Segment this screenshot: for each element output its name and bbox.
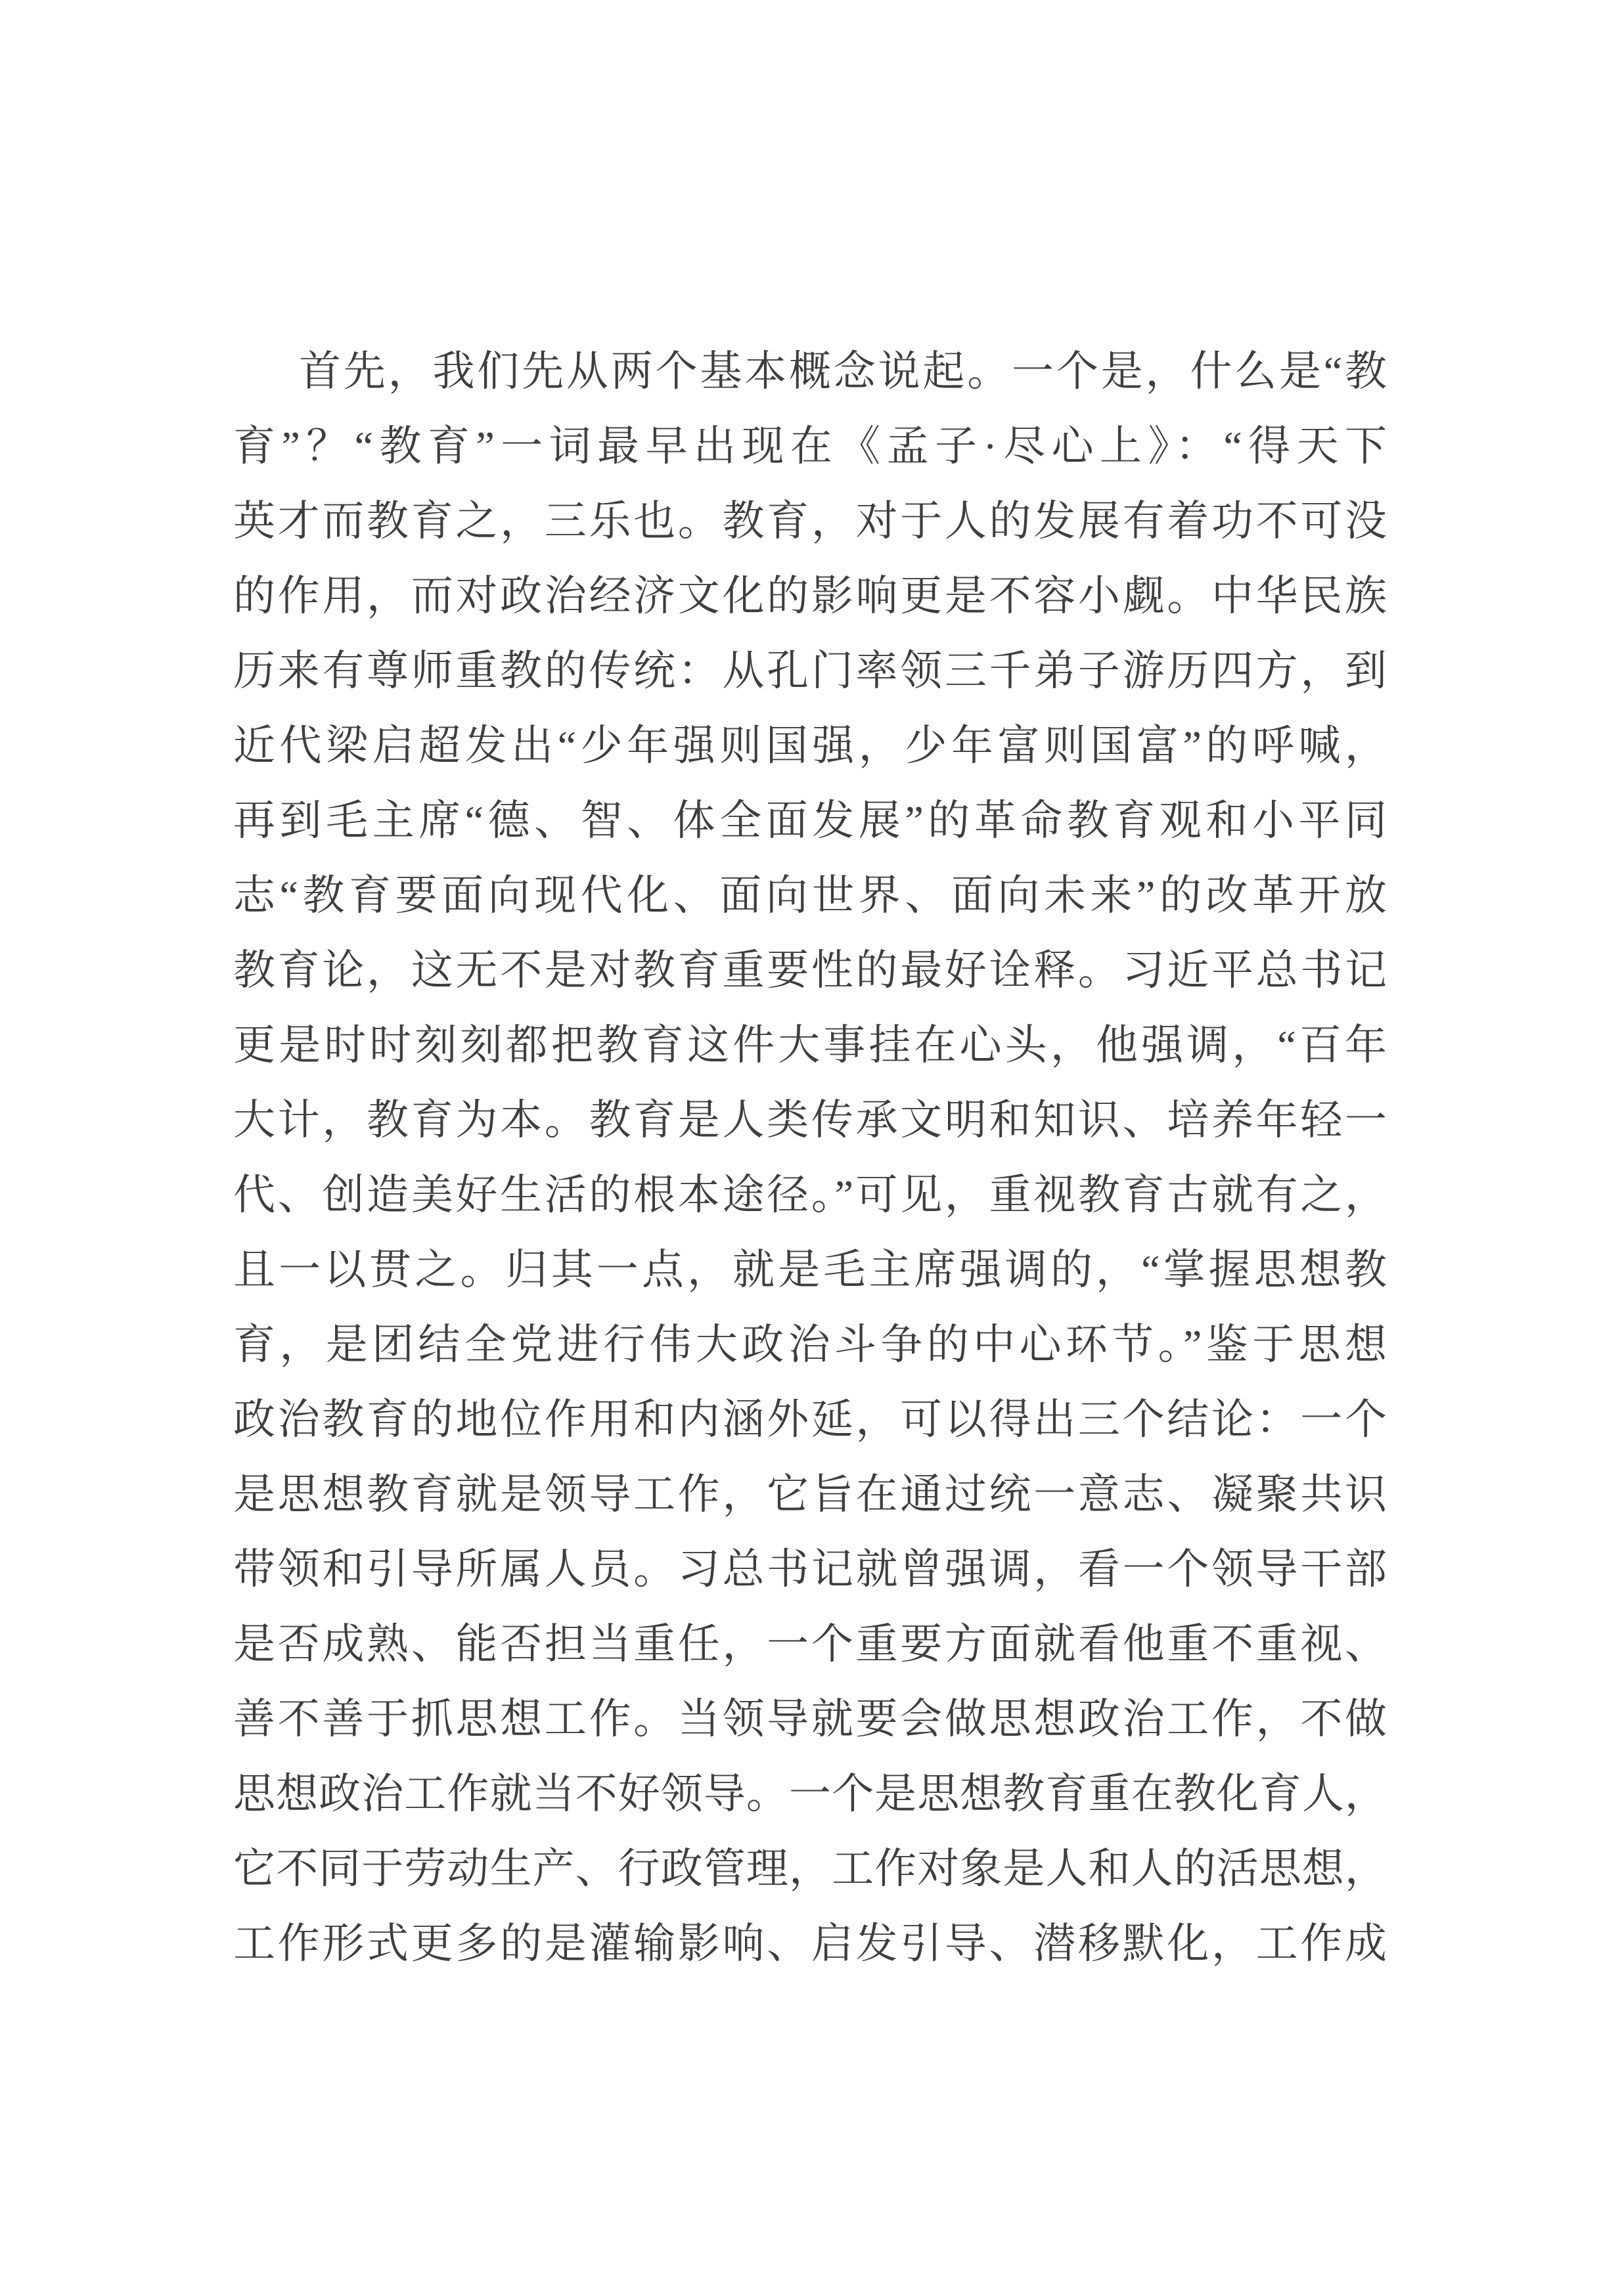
text-line: 善不善于抓思想工作。当领导就要会做思想政治工作，不做 [233,1696,1387,1742]
text-line: 政治教育的地位作用和内涵外延，可以得出三个结论：一个 [233,1396,1387,1443]
text-line: 首先，我们先从两个基本概念说起。一个是，什么是“教 [299,348,1387,395]
text-line: 育”？“教育”一词最早出现在《孟子·尽心上》：“得天下 [233,423,1387,470]
text-line: 是思想教育就是领导工作，它旨在通过统一意志、凝聚共识 [233,1471,1387,1518]
text-line: 它不同于劳动生产、行政管理，工作对象是人和人的活思想， [233,1845,1387,1892]
text-line: 代、创造美好生活的根本途径。”可见，重视教育古就有之， [233,1172,1387,1218]
text-line: 更是时时刻刻都把教育这件大事挂在心头，他强调，“百年 [233,1022,1387,1069]
text-line: 育，是团结全党进行伟大政治斗争的中心环节。”鉴于思想 [233,1321,1387,1368]
text-line: 带领和引导所属人员。习总书记就曾强调，看一个领导干部 [233,1546,1387,1593]
text-line: 志“教育要面向现代化、面向世界、面向未来”的改革开放 [233,872,1387,919]
text-line: 是否成熟、能否担当重任，一个重要方面就看他重不重视、 [233,1621,1387,1667]
text-line: 再到毛主席“德、智、体全面发展”的革命教育观和小平同 [233,797,1387,844]
text-line: 的作用，而对政治经济文化的影响更是不容小觑。中华民族 [233,573,1387,619]
text-line: 大计，教育为本。教育是人类传承文明和知识、培养年轻一 [233,1097,1387,1143]
text-line: 工作形式更多的是灌输影响、启发引导、潜移默化，工作成 [233,1920,1387,1967]
text-line: 思想政治工作就当不好领导。一个是思想教育重在教化育人， [233,1771,1387,1817]
text-line: 且一以贯之。归其一点，就是毛主席强调的，“掌握思想教 [233,1247,1387,1293]
body-paragraph [233,334,1387,1981]
text-line: 历来有尊师重教的传统：从孔门率领三千弟子游历四方，到 [233,648,1387,694]
text-line: 教育论，这无不是对教育重要性的最好诠释。习近平总书记 [233,947,1387,994]
text-line: 英才而教育之，三乐也。教育，对于人的发展有着功不可没 [233,498,1387,544]
text-line: 近代梁启超发出“少年强则国强，少年富则国富”的呼喊， [233,722,1387,769]
